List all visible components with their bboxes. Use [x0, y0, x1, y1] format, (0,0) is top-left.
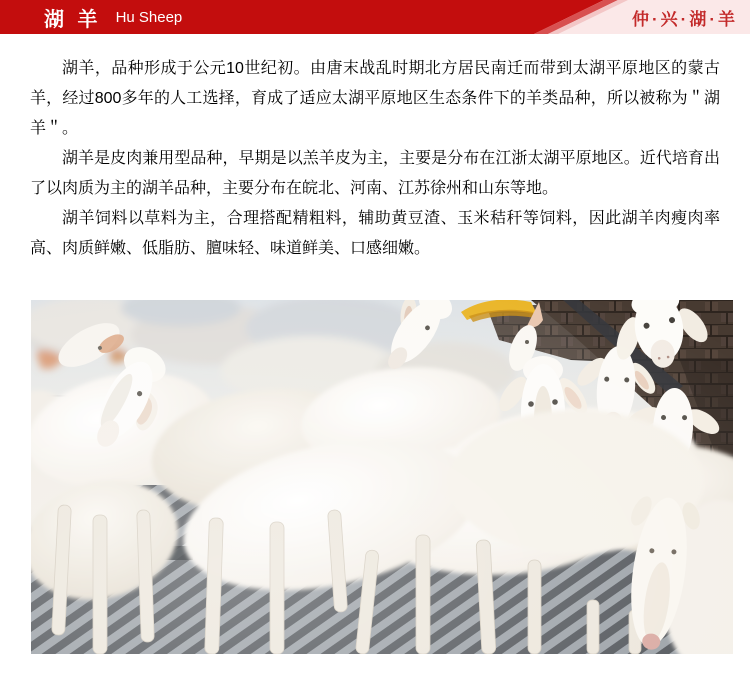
header-title-group [44, 0, 182, 34]
page-header-banner [0, 0, 750, 34]
sheep-photo [31, 300, 733, 654]
sheep-photo-svg [31, 300, 733, 654]
article-body [30, 54, 720, 264]
paragraph-breed-type: 湖羊是皮肉兼用型品种，早期是以羔羊皮为主，主要是分布在江浙太湖平原地区。近代培育出了以肉质为主的湖羊品种，主要分布在皖北、河南、江苏徐州和山东等地。 [30, 150, 720, 197]
page-title-chinese: 湖 羊 [44, 8, 102, 31]
page-title-english: Hu Sheep [115, 8, 183, 26]
paragraph-origin: 湖羊，品种形成于公元10世纪初。由唐末战乱时期北方居民南迁而带到太湖平原地区的蒙古羊，经过800多年的人工选择，育成了适应太湖平原地区生态条件下的羊类品种，所以被称为＂湖羊＂。 [30, 60, 720, 137]
light-wash [31, 300, 733, 654]
paragraph-feed: 湖羊饲料以草料为主，合理搭配精粗料，辅助黄豆渣、玉米秸秆等饲料，因此湖羊肉瘦肉率高、肉质鲜嫩、低脂肪、膻味轻、味道鲜美、口感细嫩。 [30, 210, 720, 257]
brand-slogan: 仲·兴·湖·羊 [632, 9, 738, 29]
